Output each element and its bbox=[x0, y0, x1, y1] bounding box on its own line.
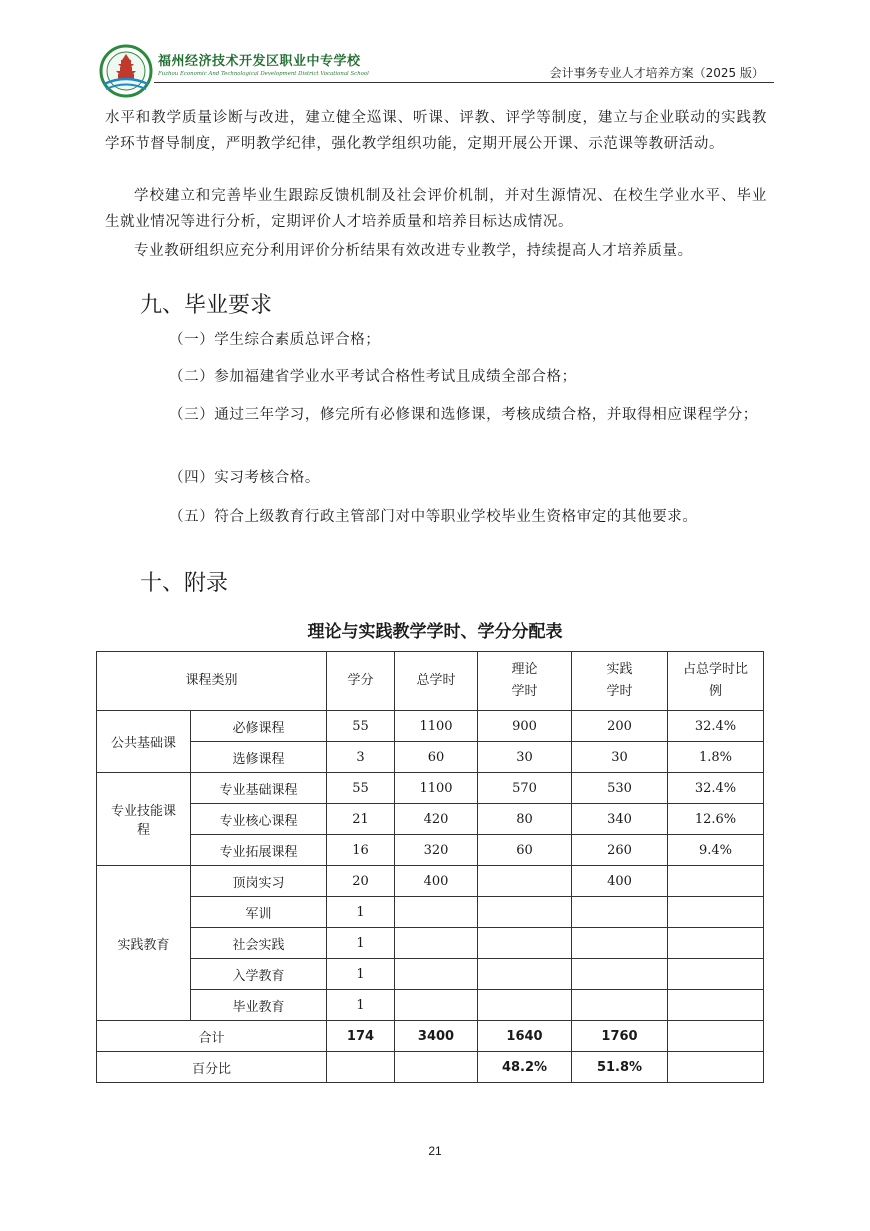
header-divider bbox=[154, 82, 774, 83]
school-logo-icon bbox=[96, 44, 156, 98]
cell-credits: 21 bbox=[327, 804, 395, 835]
cell-ratio: 12.6% bbox=[668, 804, 764, 835]
header-category: 课程类别 bbox=[97, 652, 327, 711]
cell-total: 400 bbox=[395, 866, 478, 897]
table-row bbox=[97, 959, 764, 990]
cell-ratio bbox=[668, 928, 764, 959]
cell-total bbox=[395, 959, 478, 990]
graduation-req-4: （四）实习考核合格。 bbox=[169, 470, 320, 486]
cell-theory: 80 bbox=[478, 804, 572, 835]
cell-total: 420 bbox=[395, 804, 478, 835]
total-practice: 1760 bbox=[572, 1021, 668, 1052]
table-row bbox=[97, 742, 764, 773]
cell-theory bbox=[478, 928, 572, 959]
cell-ratio: 1.8% bbox=[668, 742, 764, 773]
page-number: 21 bbox=[428, 1144, 442, 1158]
table-row bbox=[97, 804, 764, 835]
total-label: 合计 bbox=[97, 1021, 327, 1052]
header-total-hours: 总学时 bbox=[395, 652, 478, 711]
paragraph-graduate-tracking: 学校建立和完善毕业生跟踪反馈机制及社会评价机制，并对生源情况、在校生学业水平、毕业生就业情况等进行分析，定期评价人才培养质量和培养目标达成情况。 bbox=[105, 188, 767, 230]
graduation-req-5: （五）符合上级教育行政主管部门对中等职业学校毕业生资格审定的其他要求。 bbox=[169, 509, 698, 525]
cell-ratio: 9.4% bbox=[668, 835, 764, 866]
header-theory-hours: 理论 学时 bbox=[478, 652, 572, 711]
cell-ratio: 32.4% bbox=[668, 773, 764, 804]
cell-credits: 55 bbox=[327, 773, 395, 804]
cell-total: 60 bbox=[395, 742, 478, 773]
course-name-cell: 入学教育 bbox=[191, 959, 327, 990]
course-name-cell: 专业基础课程 bbox=[191, 773, 327, 804]
cell-practice: 200 bbox=[572, 711, 668, 742]
cell-credits: 1 bbox=[327, 928, 395, 959]
cell-total: 1100 bbox=[395, 773, 478, 804]
cell-practice bbox=[572, 990, 668, 1021]
cell-credits: 16 bbox=[327, 835, 395, 866]
course-name-cell: 必修课程 bbox=[191, 711, 327, 742]
cell-total bbox=[395, 928, 478, 959]
table-row bbox=[97, 928, 764, 959]
cell-credits: 1 bbox=[327, 897, 395, 928]
percent-theory: 48.2% bbox=[478, 1052, 572, 1083]
percent-total bbox=[395, 1052, 478, 1083]
cell-practice bbox=[572, 928, 668, 959]
cell-ratio bbox=[668, 897, 764, 928]
cell-theory bbox=[478, 866, 572, 897]
section-heading-appendix: 十、附录 bbox=[140, 571, 229, 596]
header-ratio: 占总学时比 例 bbox=[668, 652, 764, 711]
cell-credits: 3 bbox=[327, 742, 395, 773]
cell-practice: 260 bbox=[572, 835, 668, 866]
cell-total bbox=[395, 897, 478, 928]
percent-row bbox=[97, 1052, 764, 1083]
cell-practice bbox=[572, 897, 668, 928]
percent-practice: 51.8% bbox=[572, 1052, 668, 1083]
cell-practice: 340 bbox=[572, 804, 668, 835]
table-title: 理论与实践教学学时、学分分配表 bbox=[307, 622, 563, 642]
graduation-req-2: （二）参加福建省学业水平考试合格性考试且成绩全部合格； bbox=[169, 369, 577, 385]
cell-total bbox=[395, 990, 478, 1021]
school-name-cn: 福州经济技术开发区职业中专学校 bbox=[158, 54, 361, 69]
table-row bbox=[97, 990, 764, 1021]
percent-ratio bbox=[668, 1052, 764, 1083]
paragraph-quality-control: 水平和教学质量诊断与改进，建立健全巡课、听课、评教、评学等制度，建立与企业联动的实践教学环节督导制度，严明教学纪律，强化教学组织功能，定期开展公开课、示范课等教研活动。 bbox=[105, 110, 767, 152]
course-name-cell: 专业核心课程 bbox=[191, 804, 327, 835]
cell-credits: 55 bbox=[327, 711, 395, 742]
percent-label: 百分比 bbox=[97, 1052, 327, 1083]
percent-credits bbox=[327, 1052, 395, 1083]
category-group-cell: 实践教育 bbox=[97, 866, 191, 1021]
cell-credits: 1 bbox=[327, 990, 395, 1021]
section-heading-graduation: 九、毕业要求 bbox=[140, 293, 273, 318]
cell-theory: 570 bbox=[478, 773, 572, 804]
course-name-cell: 毕业教育 bbox=[191, 990, 327, 1021]
course-name-cell: 选修课程 bbox=[191, 742, 327, 773]
cell-credits: 20 bbox=[327, 866, 395, 897]
course-name-cell: 社会实践 bbox=[191, 928, 327, 959]
total-theory: 1640 bbox=[478, 1021, 572, 1052]
cell-ratio bbox=[668, 866, 764, 897]
hours-credits-table bbox=[96, 651, 764, 1083]
cell-practice bbox=[572, 959, 668, 990]
cell-theory bbox=[478, 959, 572, 990]
header-credits: 学分 bbox=[327, 652, 395, 711]
cell-ratio bbox=[668, 990, 764, 1021]
table-row bbox=[97, 866, 764, 897]
cell-theory bbox=[478, 990, 572, 1021]
cell-practice: 30 bbox=[572, 742, 668, 773]
course-name-cell: 军训 bbox=[191, 897, 327, 928]
graduation-req-1: （一）学生综合素质总评合格； bbox=[169, 332, 381, 348]
cell-theory: 30 bbox=[478, 742, 572, 773]
cell-ratio bbox=[668, 959, 764, 990]
table-header-row bbox=[97, 652, 764, 711]
category-group-cell: 专业技能课程 bbox=[97, 773, 191, 866]
cell-ratio: 32.4% bbox=[668, 711, 764, 742]
category-group-cell: 公共基础课 bbox=[97, 711, 191, 773]
paragraph-evaluation: 专业教研组织应充分利用评价分析结果有效改进专业教学，持续提高人才培养质量。 bbox=[134, 243, 693, 259]
cell-total: 320 bbox=[395, 835, 478, 866]
course-name-cell: 顶岗实习 bbox=[191, 866, 327, 897]
table-row bbox=[97, 897, 764, 928]
table-row bbox=[97, 835, 764, 866]
table-row bbox=[97, 711, 764, 742]
cell-theory bbox=[478, 897, 572, 928]
cell-practice: 530 bbox=[572, 773, 668, 804]
graduation-req-3: （三）通过三年学习，修完所有必修课和选修课，考核成绩合格，并取得相应课程学分； bbox=[169, 407, 758, 423]
cell-practice: 400 bbox=[572, 866, 668, 897]
cell-theory: 900 bbox=[478, 711, 572, 742]
header-practice-hours: 实践 学时 bbox=[572, 652, 668, 711]
total-hours: 3400 bbox=[395, 1021, 478, 1052]
page-header bbox=[96, 44, 774, 100]
table-row bbox=[97, 773, 764, 804]
cell-theory: 60 bbox=[478, 835, 572, 866]
cell-credits: 1 bbox=[327, 959, 395, 990]
total-row bbox=[97, 1021, 764, 1052]
total-ratio bbox=[668, 1021, 764, 1052]
school-name-en: Fuzhou Economic And Technological Development District Vocational School bbox=[158, 71, 369, 77]
course-name-cell: 专业拓展课程 bbox=[191, 835, 327, 866]
cell-total: 1100 bbox=[395, 711, 478, 742]
document-title: 会计事务专业人才培养方案（2025 版） bbox=[549, 66, 764, 80]
total-credits: 174 bbox=[327, 1021, 395, 1052]
